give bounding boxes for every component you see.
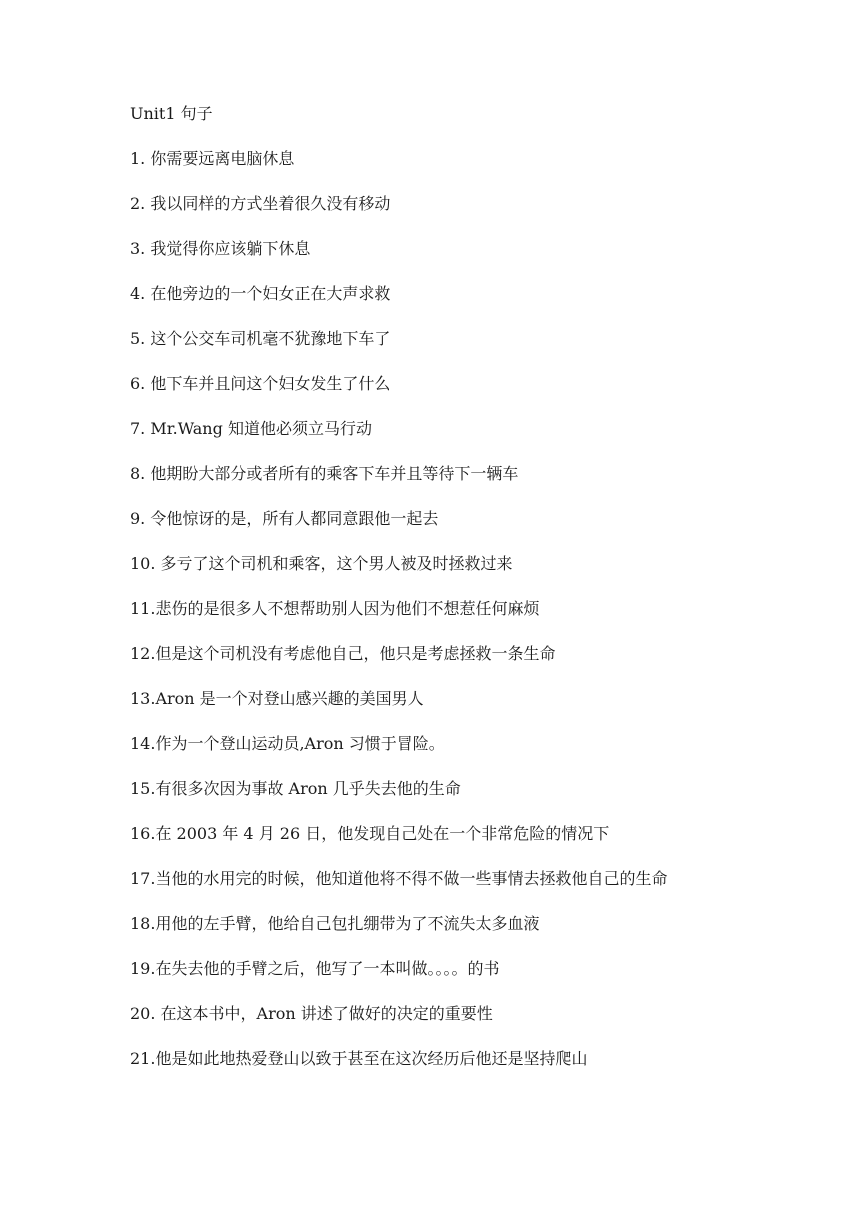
sentence-list [130, 148, 810, 1070]
sentence-19: 19.在失去他的手臂之后，他写了一本叫做。。。。的书 [130, 959, 500, 978]
sentence-5: 5. 这个公交车司机毫不犹豫地下车了 [130, 329, 391, 348]
sentence-12: 12.但是这个司机没有考虑他自己，他只是考虑拯救一条生命 [130, 644, 556, 663]
sentence-7: 7. Mr.Wang 知道他必须立马行动 [130, 419, 372, 438]
sentence-18: 18.用他的左手臂，他给自己包扎绷带为了不流失太多血液 [130, 914, 540, 933]
sentence-11: 11.悲伤的是很多人不想帮助别人因为他们不想惹任何麻烦 [130, 599, 540, 618]
sentence-1: 1. 你需要远离电脑休息 [130, 149, 295, 168]
sentence-3: 3. 我觉得你应该躺下休息 [130, 239, 311, 258]
sentence-17: 17.当他的水用完的时候，他知道他将不得不做一些事情去拯救他自己的生命 [130, 869, 668, 888]
sentence-14: 14.作为一个登山运动员,Aron 习惯于冒险。 [130, 734, 445, 753]
sentence-20: 20. 在这本书中，Aron 讲述了做好的决定的重要性 [130, 1004, 493, 1023]
sentence-4: 4. 在他旁边的一个妇女正在大声求救 [130, 284, 391, 303]
sentence-6: 6. 他下车并且问这个妇女发生了什么 [130, 374, 391, 393]
sentence-9: 9. 令他惊讶的是，所有人都同意跟他一起去 [130, 509, 439, 528]
sentence-10: 10. 多亏了这个司机和乘客，这个男人被及时拯救过来 [130, 554, 513, 573]
sentence-13: 13.Aron 是一个对登山感兴趣的美国男人 [130, 689, 424, 708]
sentence-2: 2. 我以同样的方式坐着很久没有移动 [130, 194, 391, 213]
document-title: Unit1 句子 [130, 104, 213, 123]
sentence-8: 8. 他期盼大部分或者所有的乘客下车并且等待下一辆车 [130, 464, 519, 483]
sentence-16: 16.在 2003 年 4 月 26 日，他发现自己处在一个非常危险的情况下 [130, 824, 610, 843]
sentence-21: 21.他是如此地热爱登山以致于甚至在这次经历后他还是坚持爬山 [130, 1049, 588, 1068]
document-body [130, 103, 810, 1093]
sentence-15: 15.有很多次因为事故 Aron 几乎失去他的生命 [130, 779, 461, 798]
